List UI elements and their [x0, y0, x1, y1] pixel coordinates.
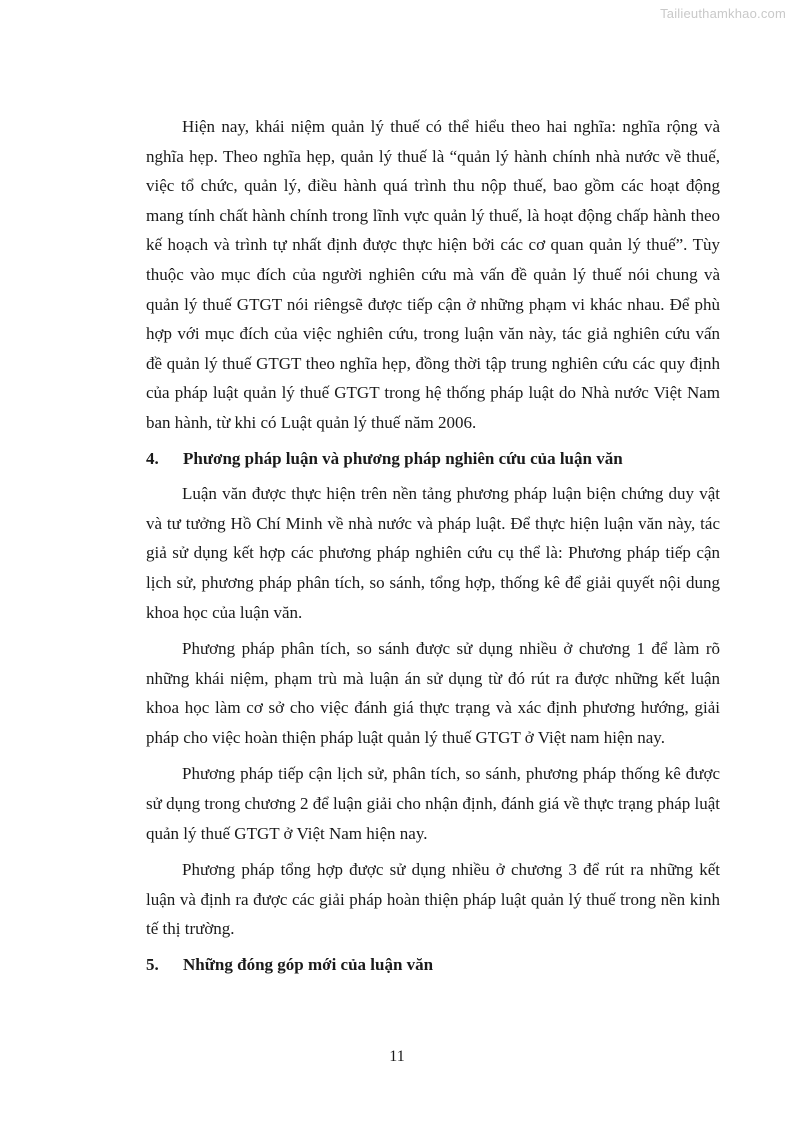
paragraph-tax-management-concept: Hiện nay, khái niệm quản lý thuế có thể hiểu theo hai nghĩa: nghĩa rộng và nghĩa hẹp. Theo nghĩa hẹp, quản lý thuế là “quản lý hành chính nhà nước về thuế, việc tổ chức, quản lý, điều hành quá trình thu nộp thuế, bao gồm các hoạt động mang tính chất hành chính trong lĩnh vực quản lý thuế, là hoạt động chấp hành theo kế hoạch và trình tự nhất định được thực hiện bởi các cơ quan quản lý thuế”. Tùy thuộc vào mục đích của người nghiên cứu mà vấn đề quản lý thuế nói chung và quản lý thuế GTGT nói riêngsẽ được tiếp cận ở những phạm vi khác nhau. Để phù hợp với mục đích của việc nghiên cứu, trong luận văn này, tác giả nghiên cứu vấn đề quản lý thuế GTGT theo nghĩa hẹp, đồng thời tập trung nghiên cứu các quy định của pháp luật quản lý thuế GTGT trong hệ thống pháp luật do Nhà nước Việt Nam ban hành, từ khi có Luật quản lý thuế năm 2006. — [146, 117, 720, 432]
page-number: 11 — [389, 1048, 405, 1065]
section-number: 4. — [146, 448, 159, 468]
document-body — [146, 112, 720, 986]
section-title: Những đóng góp mới của luận văn — [183, 955, 434, 975]
watermark: Tailieuthamkhao.com — [660, 6, 786, 21]
paragraph-chapter-2-methods: Phương pháp tiếp cận lịch sử, phân tích, so sánh, phương pháp thống kê được sử dụng trong chương 2 để luận giải cho nhận định, đánh giá về thực trạng pháp luật quản lý thuế GTGT ở Việt Nam hiện nay. — [146, 764, 720, 843]
section-heading-5 — [146, 950, 720, 980]
section-title: Phương pháp luận và phương pháp nghiên cứu của luận văn — [183, 448, 623, 468]
paragraph-chapter-1-methods: Phương pháp phân tích, so sánh được sử dụng nhiều ở chương 1 để làm rõ những khái niệm, phạm trù mà luận án sử dụng từ đó rút ra được những kết luận khoa học làm cơ sở cho việc đánh giá thực trạng và xác định phương hướng, giải pháp cho việc hoàn thiện pháp luật quản lý thuế GTGT ở Việt nam hiện nay. — [146, 639, 720, 747]
section-number: 5. — [146, 955, 159, 975]
paragraph-chapter-3-methods: Phương pháp tổng hợp được sử dụng nhiều ở chương 3 để rút ra những kết luận và định ra được các giải pháp hoàn thiện pháp luật quản lý thuế trong nền kinh tế thị trường. — [146, 860, 720, 939]
section-heading-4 — [146, 444, 720, 474]
paragraph-methodology: Luận văn được thực hiện trên nền tảng phương pháp luận biện chứng duy vật và tư tưởng Hồ Chí Minh về nhà nước và pháp luật. Để thực hiện luận văn này, tác giả sử dụng kết hợp các phương pháp nghiên cứu cụ thể là: Phương pháp tiếp cận lịch sử, phương pháp phân tích, so sánh, tổng hợp, thống kê để giải quyết nội dung khoa học của luận văn. — [146, 484, 720, 622]
